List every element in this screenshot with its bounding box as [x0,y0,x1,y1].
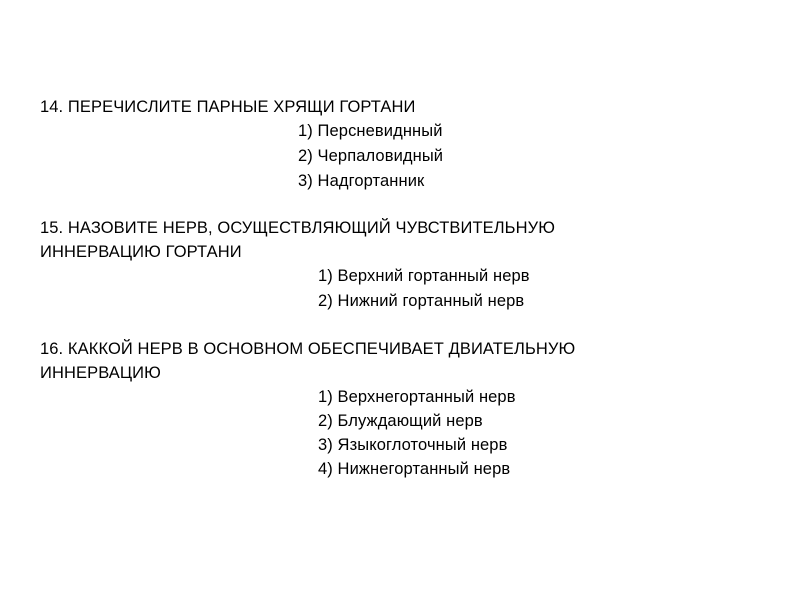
question-14-answer-3: 3) Надгортанник [298,172,425,190]
question-16-answer-4: 4) Нижнегортанный нерв [318,460,511,478]
question-14-answer-2: 2) Черпаловидный [298,147,444,165]
question-15-heading-line-1: 15. НАЗОВИТЕ НЕРВ, ОСУЩЕСТВЛЯЮЩИЙ ЧУВСТВИТЕЛЬНУЮ [40,219,555,237]
question-16-heading-line-1: 16. КАККОЙ НЕРВ В ОСНОВНОМ ОБЕСПЕЧИВАЕТ ДВИАТЕЛЬНУЮ [40,340,576,358]
question-15-heading-line-2: ИННЕРВАЦИЮ ГОРТАНИ [40,243,242,261]
question-16-answer-2: 2) Блуждающий нерв [318,412,483,430]
question-15-answer-2: 2) Нижний гортанный нерв [318,292,525,310]
question-15-answer-1: 1) Верхний гортанный нерв [318,267,530,285]
question-14-heading: 14. ПЕРЕЧИСЛИТЕ ПАРНЫЕ ХРЯЩИ ГОРТАНИ [40,98,416,116]
question-16-answer-1: 1) Верхнегортанный нерв [318,388,516,406]
question-16-answer-3: 3) Языкоглоточный нерв [318,436,508,454]
question-14-answer-1: 1) Персневиднный [298,122,443,140]
question-16-heading-line-2: ИННЕРВАЦИЮ [40,364,161,382]
